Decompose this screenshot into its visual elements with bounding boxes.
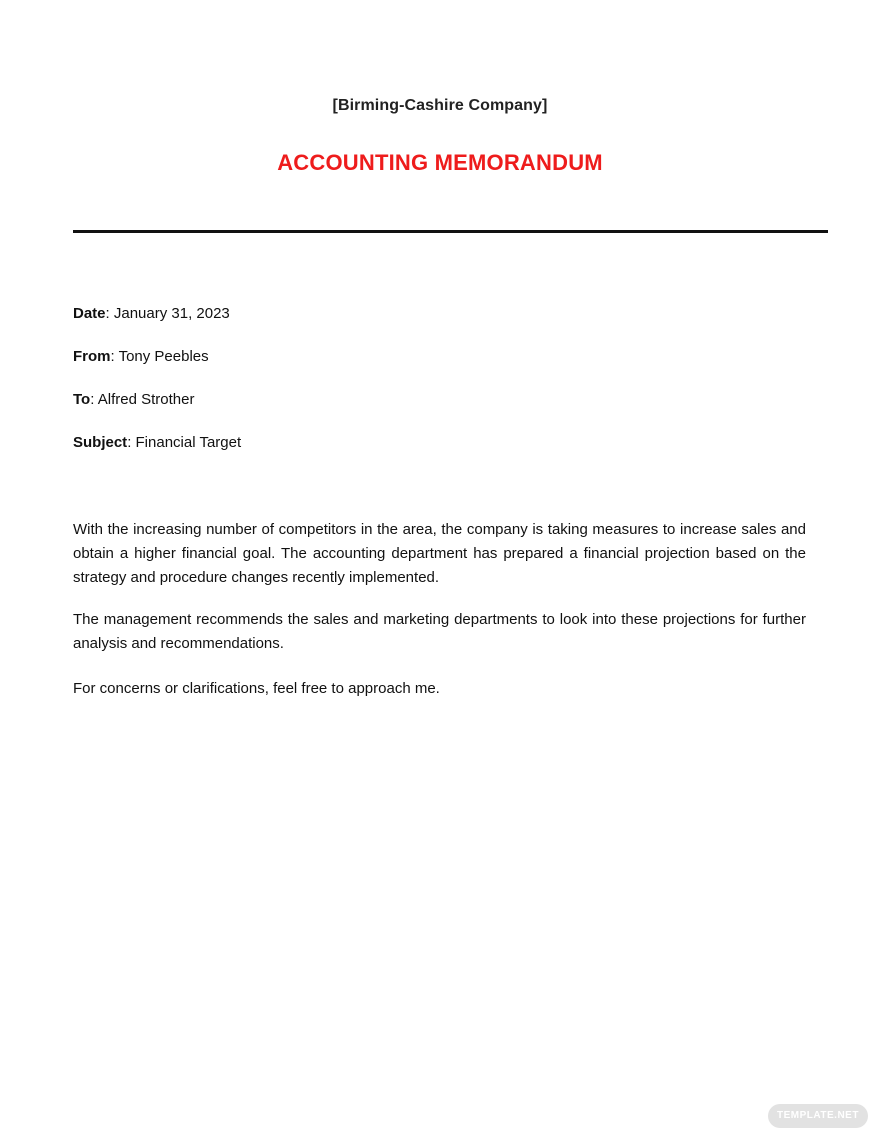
body-paragraph: With the increasing number of competitors in the area, the company is taking measures to increase sales and obtain a higher financial goal. The accounting department has prepared a financial projection based on the strategy and procedure changes recently implemented.: [73, 521, 806, 586]
to-value: : Alfred Strother: [90, 391, 195, 408]
header-divider: [73, 230, 828, 233]
subject-value: : Financial Target: [127, 434, 242, 451]
date-line: [73, 305, 230, 322]
to-line: [73, 391, 194, 408]
to-label: To: [73, 391, 91, 408]
company-name: [Birming-Cashire Company]: [332, 97, 548, 114]
body-paragraph: The management recommends the sales and marketing departments to look into these projections for further analysis and recommendations.: [73, 611, 806, 652]
from-line: [73, 348, 209, 365]
from-label: From: [73, 348, 111, 365]
watermark-badge: TEMPLATE.NET: [768, 1104, 868, 1128]
subject-label: Subject: [73, 434, 128, 451]
body-paragraph: For concerns or clarifications, feel free to approach me.: [73, 680, 440, 697]
subject-line: [73, 434, 241, 451]
memo-title: ACCOUNTING MEMORANDUM: [277, 150, 603, 175]
from-value: : Tony Peebles: [110, 348, 209, 365]
date-value: : January 31, 2023: [105, 305, 230, 322]
date-label: Date: [73, 305, 106, 322]
